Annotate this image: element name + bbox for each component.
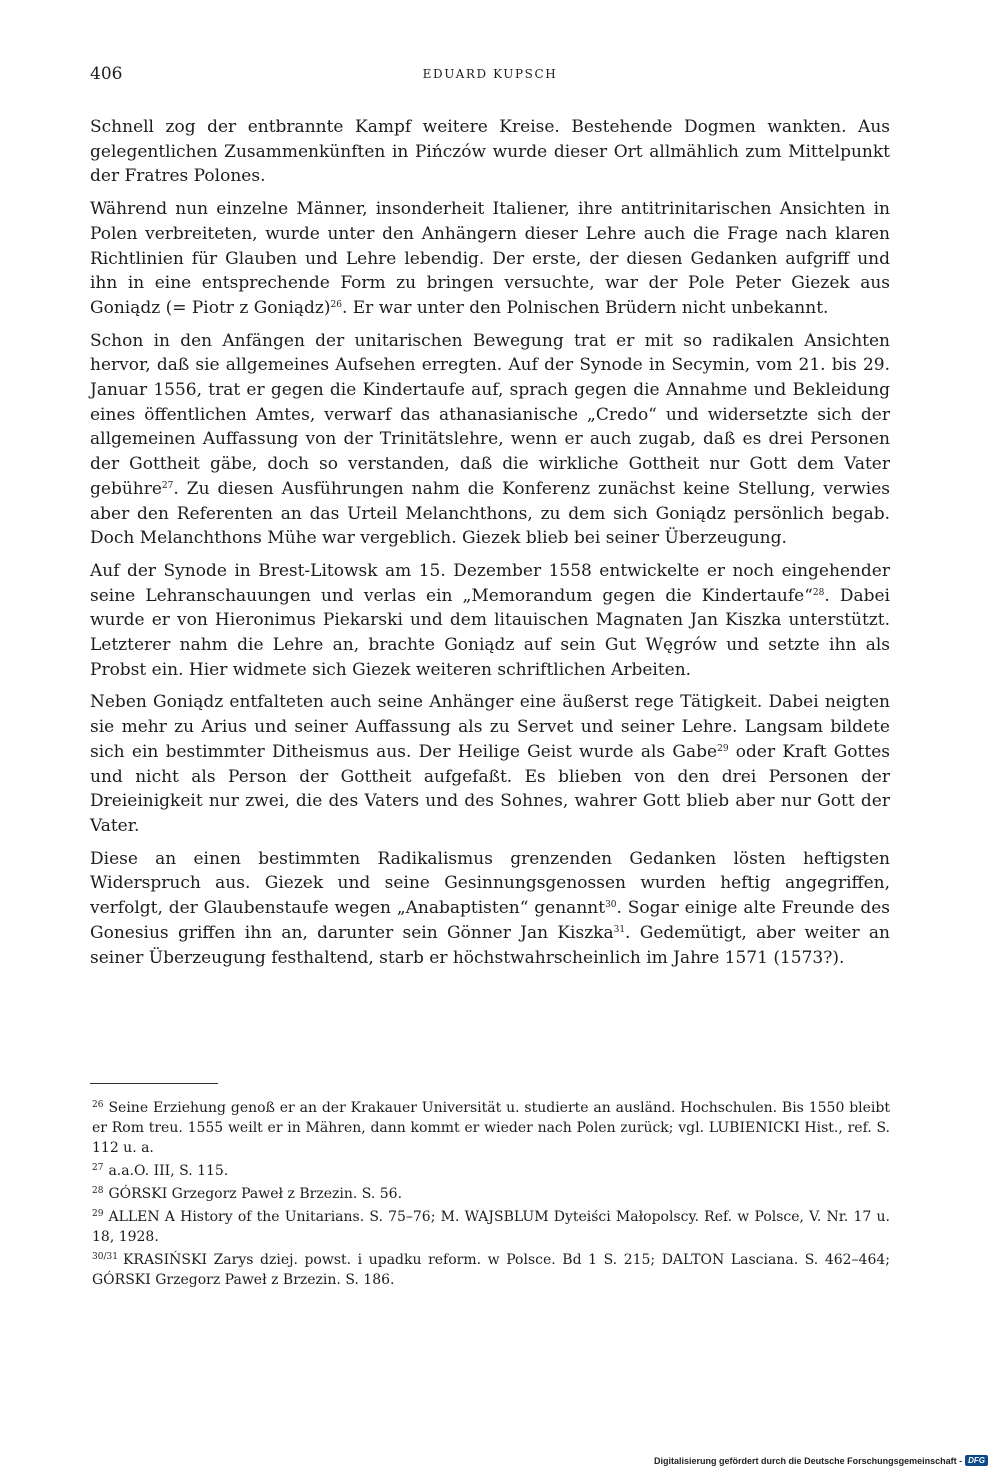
- text-run: . Er war unter den Polnischen Brüdern nicht unbekannt.: [341, 297, 829, 318]
- text-run: Während nun einzelne Männer, insonderheit Italiener, ihre antitrinitarischen Ansichten in Polen verbreiteten, wurde unter den Anhängern dieser Lehre auch die Frage nach klaren Richtlinien für Glauben und Lehre lebendig. Der erste, der diesen Gedanken aufgriff und ihn in eine entsprechende Form zu bringen versuchte, war der Pole Peter Giezek aus Goniądz (= Piotr z Goniądz): [90, 199, 890, 318]
- dfg-logo-icon: DFG: [965, 1455, 988, 1466]
- paragraph: [90, 197, 890, 321]
- footnote-number: 26: [92, 1100, 104, 1110]
- text-run: Auf der Synode in Brest-Litowsk am 15. Dezember 1558 entwickelte er noch eingehender seine Lehranschauungen und verlas ein „Memorandum gegen die Kindertaufe“: [90, 560, 890, 606]
- footnote-ref: 31: [613, 924, 626, 935]
- footnote-text: Seine Erziehung genoß er an der Krakauer Universität u. studierte an ausländ. Hochschulen. Bis 1550 bleibt er Rom treu. 1555 weilt er in Mähren, dann kommt er wieder nach Polen zurück; vgl. LUBIENICKI Hist., ref. S. 112 u. a.: [92, 1100, 890, 1156]
- digitization-credit: [654, 1455, 988, 1466]
- footnote-ref: 29: [717, 743, 729, 754]
- footnote-text: KRASIŃSKI Zarys dziej. powst. i upadku reform. w Polsce. Bd 1 S. 215; DALTON Lasciana. S. 462–464; GÓRSKI Grzegorz Paweł z Brzezin. S. 186.: [92, 1252, 890, 1288]
- footnote-separator: [90, 1083, 218, 1084]
- text-run: Neben Goniądz entfalteten auch seine Anhänger eine äußerst rege Tätigkeit. Dabei neigten sie mehr zu Arius und seiner Auffassung als zu Servet und seiner Lehre. Langsam bildete sich ein bestimmter Ditheismus aus. Der Heilige Geist wurde als Gabe: [90, 692, 890, 762]
- page-header: [90, 64, 890, 88]
- footnote-ref: 27: [161, 480, 174, 491]
- footnote: [92, 1204, 890, 1247]
- body-text: [90, 115, 890, 978]
- paragraph: [90, 690, 890, 838]
- text-run: . Sogar einige alte Freunde des Gonesius griffen ihn an, darunter sein Gönner Jan Kiszka: [90, 898, 890, 943]
- footnote-text: GÓRSKI Grzegorz Paweł z Brzezin. S. 56.: [108, 1186, 403, 1202]
- footnote-number: 27: [92, 1163, 104, 1173]
- footnotes: [92, 1095, 890, 1290]
- paragraph: [90, 559, 890, 683]
- footnote-number: 29: [92, 1209, 104, 1219]
- footnote-number: 30/31: [92, 1252, 118, 1262]
- paragraph: [90, 329, 890, 551]
- text-run: Schon in den Anfängen der unitarischen Bewegung trat er mit so radikalen Ansichten hervor, daß sie allgemeines Aufsehen erregten. Auf der Synode in Secymin, vom 21. bis 29. Januar 1556, trat er gegen die Kindertaufe auf, sprach gegen die Annahme und Bekleidung eines öffentlichen Amtes, verwarf das athanasianische „Credo“ und widersetzte sich der allgemeinen Auffassung von der Trinitätslehre, wenn er auch zugab, daß es drei Personen der Gottheit gäbe, doch so verstanden, daß die wirkliche Gottheit nur Gott dem Vater gebühre: [90, 330, 890, 499]
- footnote-ref: 26: [330, 299, 342, 310]
- footnote: [92, 1158, 890, 1181]
- footnote-ref: 28: [812, 587, 825, 598]
- text-run: oder Kraft Gottes und nicht als Person der Gottheit aufgefaßt. Es blieben von den drei Personen der Dreieinigkeit nur zwei, die des Vaters und des Sohnes, wahrer Gott blieb aber nur Gott der Vater.: [90, 741, 890, 836]
- footnote: [92, 1095, 890, 1158]
- credit-text: Digitalisierung gefördert durch die Deutsche Forschungsgemeinschaft -: [654, 1455, 963, 1466]
- footnote-ref: 30: [605, 900, 617, 911]
- running-head: EDUARD KUPSCH: [422, 67, 558, 81]
- footnote-number: 28: [92, 1186, 104, 1196]
- text-run: Schnell zog der entbrannte Kampf weitere Kreise. Bestehende Dogmen wankten. Aus gelegentlichen Zusammenkünften in Pińczów wurde dieser Ort allmählich zum Mittelpunkt der Fratres Polones.: [90, 117, 890, 187]
- text-run: Diese an einen bestimmten Radikalismus grenzenden Gedanken lösten heftigsten Widerspruch aus. Giezek und seine Gesinnungsgenossen wurden heftig angegriffen, verfolgt, der Glaubenstaufe wegen „Anabaptisten“ genannt: [90, 848, 890, 919]
- footnote: [92, 1247, 890, 1290]
- text-run: . Dabei wurde er von Hieronimus Piekarski und dem litauischen Magnaten Jan Kiszka unterstützt. Letzterer nahm die Lehre an, brachte Goniądz auf sein Gut Węgrów und setzte ihn als Probst ein. Hier widmete sich Giezek weiteren schriftlichen Arbeiten.: [90, 585, 890, 680]
- page-number: 406: [90, 64, 123, 84]
- paragraph: [90, 847, 890, 971]
- footnote: [92, 1181, 890, 1204]
- paragraph: [90, 115, 890, 189]
- footnote-text: a.a.O. III, S. 115.: [108, 1163, 229, 1179]
- text-run: . Gedemütigt, aber weiter an seiner Überzeugung festhaltend, starb er höchstwahrscheinlich im Jahre 1571 (1573?).: [90, 922, 890, 968]
- footnote-text: ALLEN A History of the Unitarians. S. 75–76; M. WAJSBLUM Dyteiści Małopolscy. Ref. w Polsce, V. Nr. 17 u. 18, 1928.: [92, 1209, 890, 1245]
- text-run: . Zu diesen Ausführungen nahm die Konferenz zunächst keine Stellung, verwies aber den Referenten an das Urteil Melanchthons, zu dem sich Goniądz persönlich begab. Doch Melanchthons Mühe war vergeblich. Giezek blieb bei seiner Überzeugung.: [90, 478, 890, 549]
